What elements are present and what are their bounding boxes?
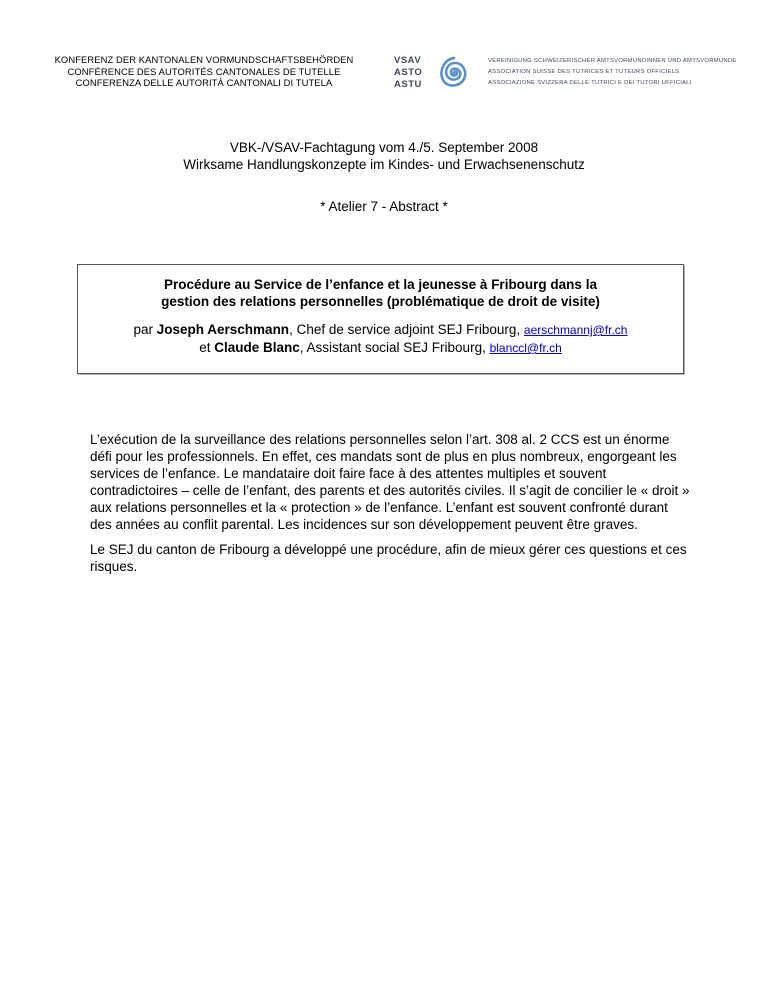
logo-name-fr: ASSOCIATION SUISSE DES TUTRICES ET TUTEURS OFFICIELS — [488, 69, 680, 75]
author1-name: Joseph Aerschmann — [156, 322, 290, 337]
logo-acronym-vsav: VSAV — [394, 55, 422, 66]
logo-name-it: ASSOCIAZIONE SVIZZERA DELLE TUTRICI E DEI TUTORI UFFICIALI — [488, 80, 692, 86]
author2-email-link[interactable]: blanccl@fr.ch — [489, 341, 562, 355]
author1-prefix: par — [133, 322, 157, 337]
event-title — [0, 140, 768, 173]
conference-header — [20, 54, 388, 89]
abstract-title — [78, 276, 683, 310]
logo-association-names — [488, 56, 737, 89]
event-title-line1: VBK-/VSAV-Fachtagung vom 4./5. September 2008 — [229, 140, 539, 155]
author1-role: , Chef de service adjoint SEJ Fribourg, — [289, 322, 524, 337]
abstract-authors — [78, 321, 683, 357]
author-line-1 — [78, 321, 683, 339]
author2-name: Claude Blanc — [214, 340, 300, 355]
atelier-label: * Atelier 7 - Abstract * — [320, 199, 448, 214]
conference-line-de: KONFERENZ DER KANTONALEN VORMUNDSCHAFTSBEHÖRDEN — [54, 54, 354, 65]
spiral-logo-icon — [434, 52, 474, 94]
author-line-2 — [78, 339, 683, 357]
logo-acronyms — [394, 55, 422, 91]
abstract-title-line2: gestion des relations personnelles (problématique de droit de visite) — [161, 294, 600, 309]
body-paragraph-1: L’exécution de la surveillance des relations personnelles selon l’art. 308 al. 2 CCS est un énorme défi pour les professionnels. En effet, ces mandats sont de plus en plus nombreux, engorgeant les services de l’enfance. Le mandataire doit faire face à des attentes multiples et souvent contradictoires – celle de l’enfant, des parents et des autorités civiles. Il s’agit de concilier le « droit » aux relations personnelles et la « protection » de l’enfance. L’enfant est souvent confronté durant des années au conflit parental. Les incidences sur son développement peuvent être graves. — [90, 432, 690, 532]
vsav-logo — [390, 50, 746, 112]
abstract-box — [77, 264, 684, 374]
author1-email-link[interactable]: aerschmannj@fr.ch — [523, 323, 628, 337]
abstract-title-line1: Procédure au Service de l’enfance et la jeunesse à Fribourg dans la — [164, 277, 597, 292]
body-paragraph-2: Le SEJ du canton de Fribourg a développé une procédure, afin de mieux gérer ces questions et ces risques. — [90, 542, 687, 574]
logo-name-de: VEREINIGUNG SCHWEIZERISCHER AMTSVORMUNDINNEN UND AMTSVORMUNDE — [488, 58, 737, 64]
author2-role: , Assistant social SEJ Fribourg, — [299, 340, 490, 355]
event-title-line2: Wirksame Handlungskonzepte im Kindes- und Erwachsenenschutz — [183, 156, 585, 172]
logo-acronym-asto: ASTO — [394, 67, 423, 78]
author2-prefix: et — [199, 340, 215, 355]
logo-acronym-astu: ASTU — [394, 79, 422, 90]
conference-line-fr: CONFÉRENCE DES AUTORITÉS CANTONALES DE TUTELLE — [67, 65, 341, 77]
conference-line-it: CONFERENZA DELLE AUTORITÀ CANTONALI DI TUTELA — [75, 77, 333, 88]
